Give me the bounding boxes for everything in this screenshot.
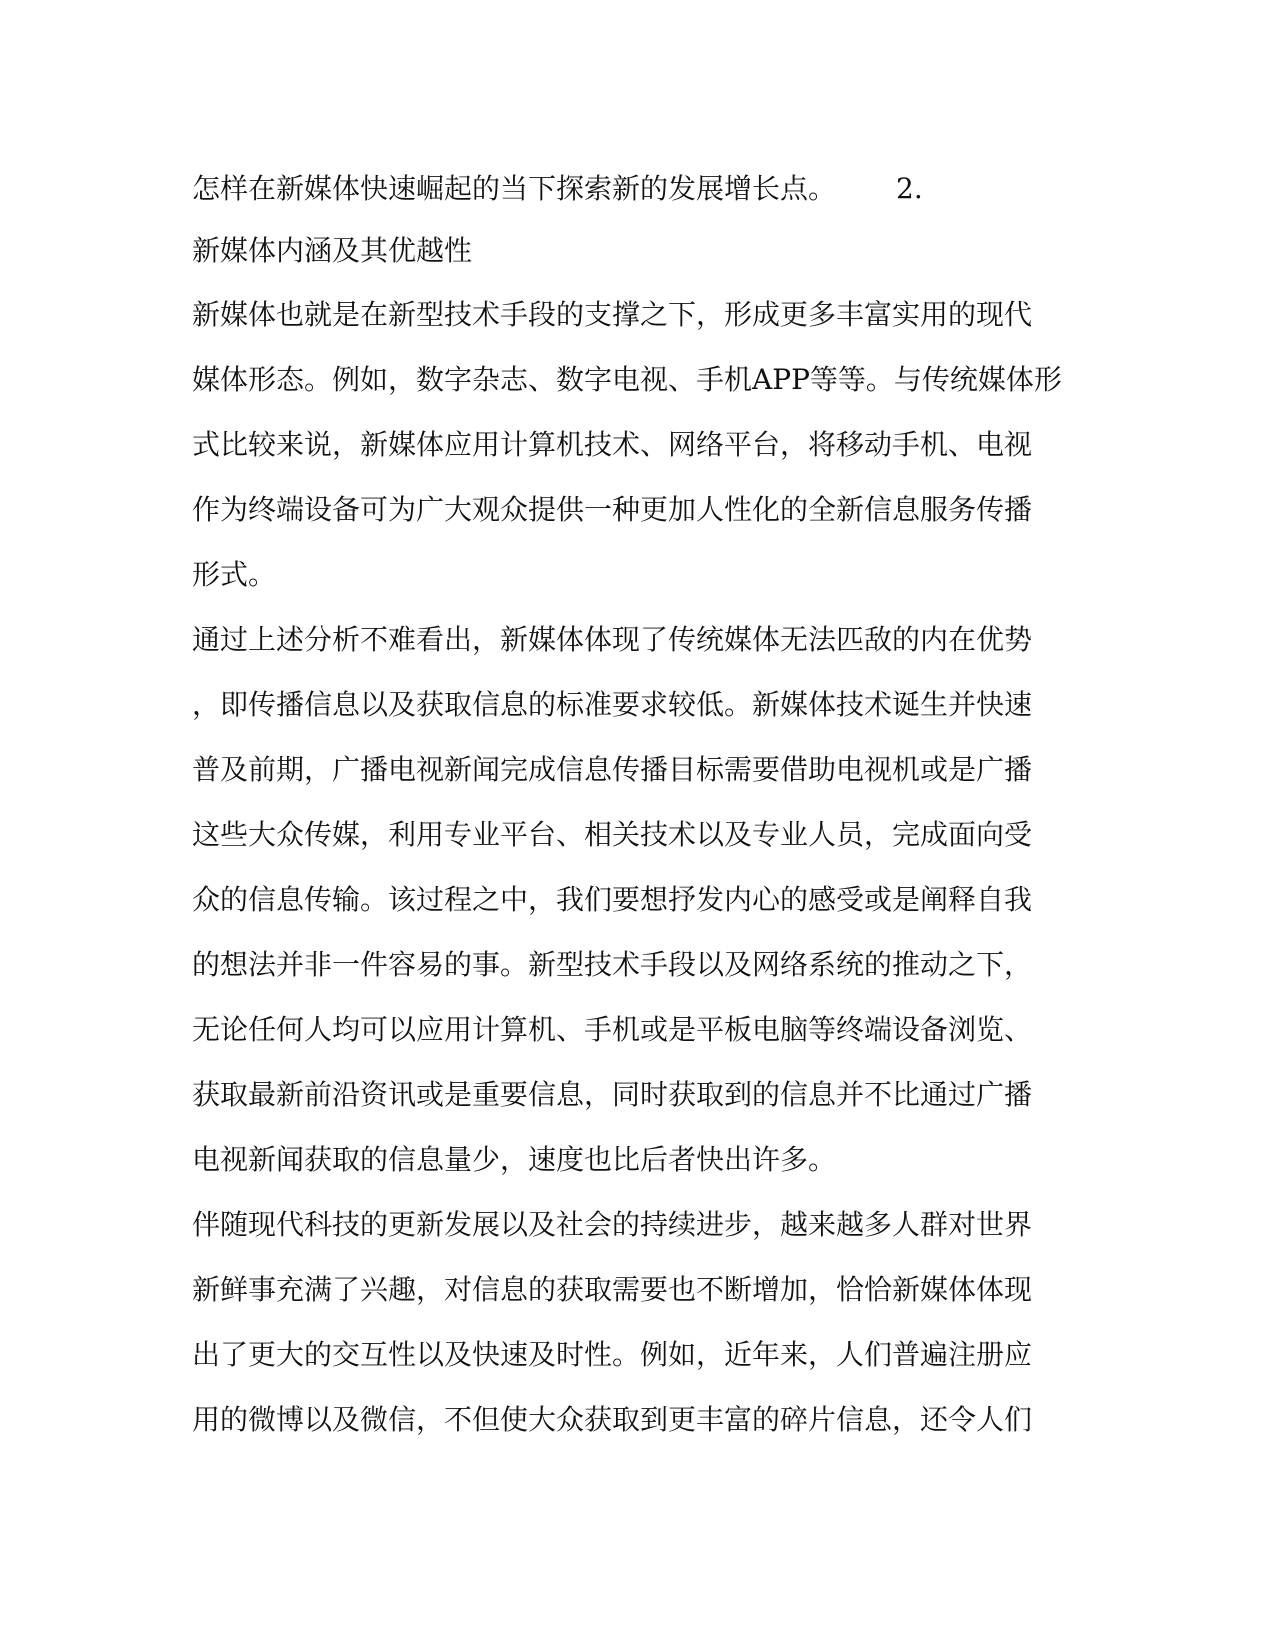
text-line: 电视新闻获取的信息量少，速度也比后者快出许多。 bbox=[192, 1143, 837, 1176]
text-line: 众的信息传输。该过程之中，我们要想抒发内心的感受或是阐释自我 bbox=[192, 883, 1033, 916]
text-line: 通过上述分析不难看出，新媒体体现了传统媒体无法匹敌的内在优势 bbox=[192, 623, 1033, 656]
section-heading: 新媒体内涵及其优越性 bbox=[192, 234, 473, 267]
text-line: 形式。 bbox=[192, 558, 277, 591]
text-line: 这些大众传媒，利用专业平台、相关技术以及专业人员，完成面向受 bbox=[192, 818, 1033, 851]
document-body bbox=[192, 158, 1092, 1452]
text-line-content: 怎样在新媒体快速崛起的当下探索新的发展增长点。 bbox=[192, 172, 837, 205]
text-line: 获取最新前沿资讯或是重要信息，同时获取到的信息并不比通过广播 bbox=[192, 1078, 1033, 1111]
text-line: 式比较来说，新媒体应用计算机技术、网络平台，将移动手机、电视 bbox=[192, 428, 1033, 461]
text-line: 新鲜事充满了兴趣，对信息的获取需要也不断增加，恰恰新媒体体现 bbox=[192, 1273, 1033, 1306]
text-line bbox=[192, 158, 1092, 220]
section-number: 2. bbox=[896, 172, 923, 205]
text-line: 普及前期，广播电视新闻完成信息传播目标需要借助电视机或是广播 bbox=[192, 753, 1033, 786]
text-line: 无论任何人均可以应用计算机、手机或是平板电脑等终端设备浏览、 bbox=[192, 1013, 1033, 1046]
text-line: 的想法并非一件容易的事。新型技术手段以及网络系统的推动之下， bbox=[192, 948, 1033, 981]
text-line: 伴随现代科技的更新发展以及社会的持续进步，越来越多人群对世界 bbox=[192, 1208, 1033, 1241]
text-line: ，即传播信息以及获取信息的标准要求较低。新媒体技术诞生并快速 bbox=[192, 688, 1033, 721]
text-line: 媒体形态。例如，数字杂志、数字电视、手机APP等等。与传统媒体形 bbox=[192, 363, 1062, 396]
text-line: 用的微博以及微信，不但使大众获取到更丰富的碎片信息，还令人们 bbox=[192, 1403, 1033, 1436]
text-line: 作为终端设备可为广大观众提供一种更加人性化的全新信息服务传播 bbox=[192, 493, 1033, 526]
text-line: 新媒体也就是在新型技术手段的支撑之下，形成更多丰富实用的现代 bbox=[192, 298, 1033, 331]
text-line: 出了更大的交互性以及快速及时性。例如，近年来，人们普遍注册应 bbox=[192, 1338, 1033, 1371]
